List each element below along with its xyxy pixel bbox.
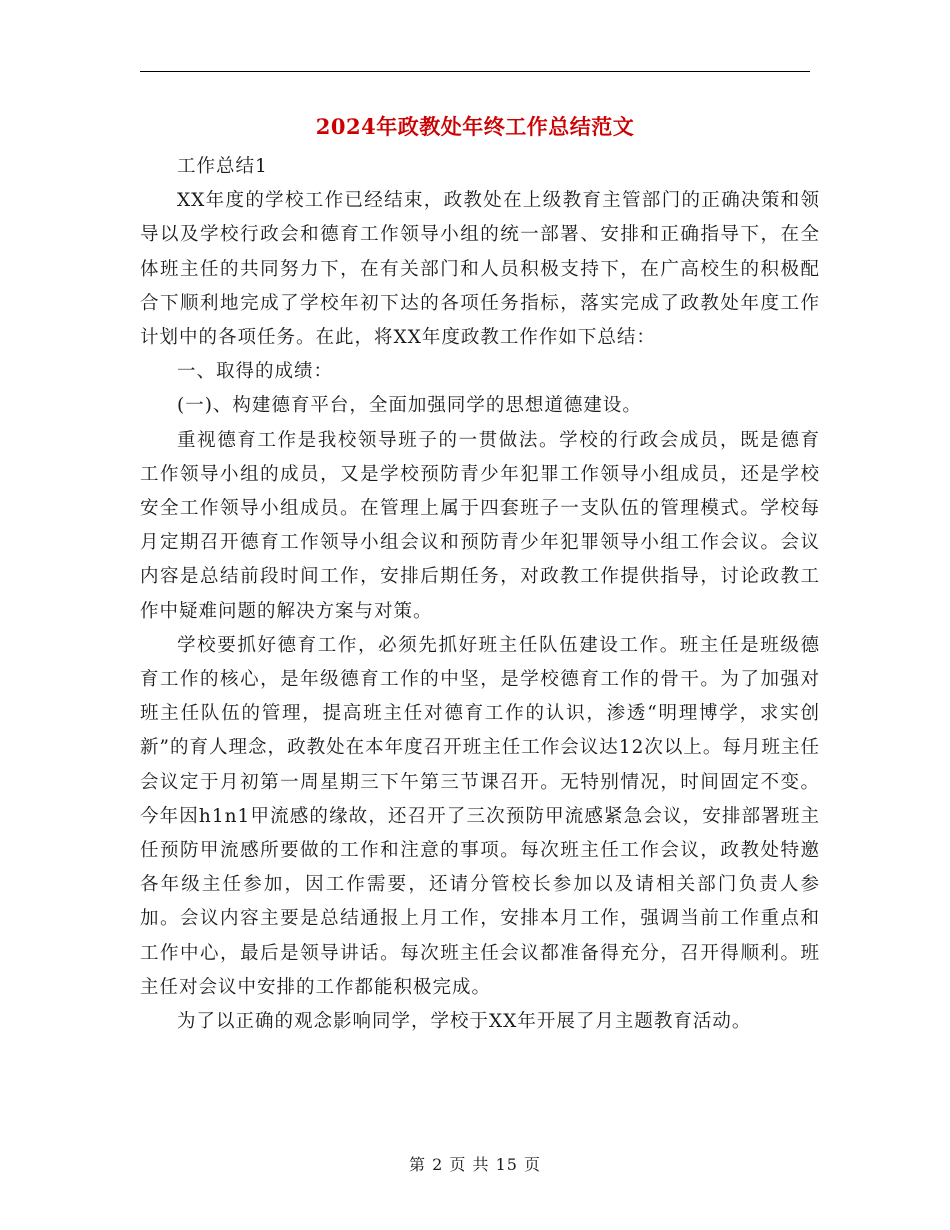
- total-prefix: 共: [472, 1155, 490, 1174]
- document-title: 2024年政教处年终工作总结范文: [315, 114, 635, 139]
- header-rule: [140, 71, 810, 72]
- total-unit: 页: [524, 1155, 542, 1174]
- page-footer: [0, 1154, 950, 1176]
- paragraph: XX年度的学校工作已经结束，政教处在上级教育主管部门的正确决策和领导以及学校行政会和德育工作领导小组的统一部署、安排和正确指导下，在全体班主任的共同努力下，在有关部门和人员积极支持下，在广高校生的积极配合下顺利地完成了学校年初下达的各项任务指标，落实完成了政教处年度工作计划中的各项任务。在此，将XX年度政教工作作如下总结：: [140, 190, 820, 349]
- paragraph: 为了以正确的观念影响同学，学校于XX年开展了月主题教育活动。: [177, 1011, 752, 1033]
- paragraph: 学校要抓好德育工作，必须先抓好班主任队伍建设工作。班主任是班级德育工作的核心，是年级德育工作的中坚，是学校德育工作的骨干。为了加强对班主任队伍的管理，提高班主任对德育工作的认识，渗透“明理博学，求实创新”的育人理念，政教处在本年度召开班主任工作会议达12次以上。每月班主任会议定于月初第一周星期三下午第三节课召开。无特别情况，时间固定不变。今年因h1n1甲流感的缘故，还召开了三次预防甲流感紧急会议，安排部署班主任预防甲流感所要做的工作和注意的事项。每次班主任工作会议，政教处特邀各年级主任参加，因工作需要，还请分管校长参加以及请相关部门负责人参加。会议内容主要是总结通报上月工作，安排本月工作，强调当前工作重点和工作中心，最后是领导讲话。每次班主任会议都准备得充分，召开得顺利。班主任对会议中安排的工作都能积极完成。: [140, 634, 820, 998]
- paragraph: 工作总结1: [177, 156, 268, 177]
- subsection-heading: (一)、构建德育平台，全面加强同学的思想道德建设。: [177, 395, 642, 417]
- document-body: [140, 150, 820, 1039]
- page-prefix: 第: [408, 1155, 426, 1174]
- page-unit: 页: [449, 1155, 467, 1174]
- current-page: 2: [432, 1155, 444, 1174]
- total-pages: 15: [495, 1155, 518, 1174]
- paragraph: 重视德育工作是我校领导班子的一贯做法。学校的行政会成员，既是德育工作领导小组的成员，又是学校预防青少年犯罪工作领导小组成员，还是学校安全工作领导小组成员。在管理上属于四套班子一支队伍的管理模式。学校每月定期召开德育工作领导小组会议和预防青少年犯罪领导小组工作会议。会议内容是总结前段时间工作，安排后期任务，对政教工作提供指导，讨论政教工作中疑难问题的解决方案与对策。: [140, 429, 820, 622]
- section-heading: 一、取得的成绩：: [177, 361, 334, 383]
